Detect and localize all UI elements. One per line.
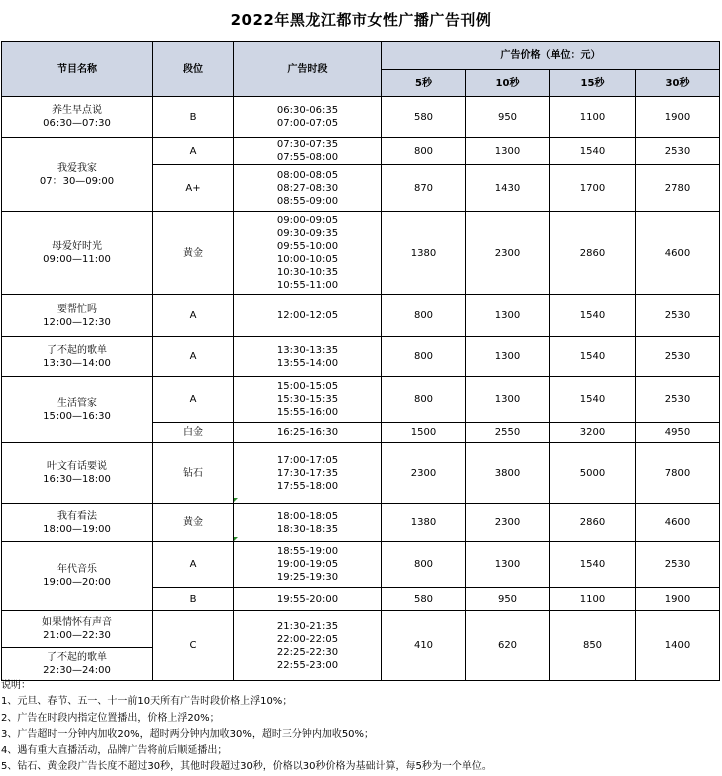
time-slot-cell: 07:30-07:35 07:55-08:00 <box>234 138 382 165</box>
header-duration-10s: 10秒 <box>466 70 550 97</box>
program-cell: 我爱我家 07：30—09:00 <box>2 138 153 212</box>
time-slot-cell: 15:00-15:05 15:30-15:35 15:55-16:00 <box>234 377 382 423</box>
price-cell: 2780 <box>636 165 720 212</box>
level-cell: 黄金 <box>153 504 234 542</box>
level-cell: B <box>153 588 234 611</box>
level-cell: 黄金 <box>153 212 234 295</box>
level-cell: A <box>153 377 234 423</box>
table-row <box>2 295 720 337</box>
level-cell: A <box>153 542 234 588</box>
price-cell: 7800 <box>636 443 720 504</box>
price-cell: 1300 <box>466 138 550 165</box>
cell-comment-marker <box>234 537 238 541</box>
header-duration-15s: 15秒 <box>550 70 636 97</box>
price-cell: 2860 <box>550 504 636 542</box>
page-title: 2022年黑龙江都市女性广播广告刊例 <box>230 11 492 29</box>
price-cell: 1900 <box>636 588 720 611</box>
price-cell: 4600 <box>636 212 720 295</box>
header-price-group: 广告价格（单位：元） <box>382 42 720 70</box>
time-slot-cell: 12:00-12:05 <box>234 295 382 337</box>
price-cell: 2550 <box>466 423 550 443</box>
price-cell: 1400 <box>636 611 720 681</box>
time-slot-cell: 19:55-20:00 <box>234 588 382 611</box>
level-cell: 白金 <box>153 423 234 443</box>
price-cell: 2530 <box>636 337 720 377</box>
price-cell: 3200 <box>550 423 636 443</box>
header-duration-30s: 30秒 <box>636 70 720 97</box>
price-cell: 1300 <box>466 377 550 423</box>
price-cell: 2530 <box>636 377 720 423</box>
price-cell: 1540 <box>550 377 636 423</box>
time-slot-cell: 18:00-18:05 18:30-18:35 <box>234 504 382 542</box>
program-cell: 我有看法 18:00—19:00 <box>2 504 153 542</box>
program-cell: 要帮忙吗 12:00—12:30 <box>2 295 153 337</box>
price-cell: 1100 <box>550 97 636 138</box>
program-cell: 叶文有话要说 16:30—18:00 <box>2 443 153 504</box>
time-slot-cell: 17:00-17:05 17:30-17:35 17:55-18:00 <box>234 443 382 504</box>
rate-card-table <box>1 41 720 681</box>
table-row <box>2 97 720 138</box>
header-level: 段位 <box>153 42 234 97</box>
table-row <box>2 138 720 165</box>
price-cell: 5000 <box>550 443 636 504</box>
price-cell: 3800 <box>466 443 550 504</box>
program-cell: 生活管家 15:00—16:30 <box>2 377 153 443</box>
price-cell: 4600 <box>636 504 720 542</box>
price-cell: 1540 <box>550 542 636 588</box>
price-cell: 1380 <box>382 504 466 542</box>
price-cell: 1700 <box>550 165 636 212</box>
time-slot-cell: 16:25-16:30 <box>234 423 382 443</box>
price-cell: 410 <box>382 611 466 681</box>
time-slot-cell: 18:55-19:00 19:00-19:05 19:25-19:30 <box>234 542 382 588</box>
price-cell: 2300 <box>466 212 550 295</box>
price-cell: 800 <box>382 295 466 337</box>
header-duration-5s: 5秒 <box>382 70 466 97</box>
level-cell: A <box>153 337 234 377</box>
note-item: 5、钻石、黄金段广告长度不超过30秒，其他时段超过30秒，价格以30秒价格为基础计算，每5秒为一个单位。 <box>1 761 492 773</box>
program-cell: 了不起的歌单 13:30—14:00 <box>2 337 153 377</box>
note-item: 2、广告在时段内指定位置播出，价格上浮20%； <box>1 712 220 724</box>
notes-heading: 说明： <box>1 680 31 691</box>
price-cell: 1500 <box>382 423 466 443</box>
price-cell: 1100 <box>550 588 636 611</box>
program-cell: 养生早点说 06:30—07:30 <box>2 97 153 138</box>
table-row <box>2 542 720 588</box>
program-cell: 母爱好时光 09:00—11:00 <box>2 212 153 295</box>
table-row <box>2 337 720 377</box>
price-cell: 1540 <box>550 337 636 377</box>
price-cell: 580 <box>382 97 466 138</box>
program-cell: 如果情怀有声音 21:00—22:30 <box>2 611 153 648</box>
price-cell: 4950 <box>636 423 720 443</box>
table-row <box>2 504 720 542</box>
price-cell: 950 <box>466 588 550 611</box>
time-slot-cell: 08:00-08:05 08:27-08:30 08:55-09:00 <box>234 165 382 212</box>
table-row <box>2 443 720 504</box>
notes-section <box>1 678 719 776</box>
time-slot-cell: 09:00-09:05 09:30-09:35 09:55-10:00 10:00-10:05 10:30-10:35 10:55-11:00 <box>234 212 382 295</box>
table-row <box>2 377 720 423</box>
note-item: 3、广告超时一分钟内加收20%，超时两分钟内加收30%，超时三分钟内加收50%； <box>1 728 375 740</box>
price-cell: 1540 <box>550 138 636 165</box>
cell-comment-marker <box>234 498 238 502</box>
level-cell: B <box>153 97 234 138</box>
price-cell: 1300 <box>466 542 550 588</box>
price-cell: 850 <box>550 611 636 681</box>
price-cell: 1900 <box>636 97 720 138</box>
price-cell: 1540 <box>550 295 636 337</box>
program-cell: 了不起的歌单 22:30—24:00 <box>2 648 153 681</box>
price-cell: 1300 <box>466 337 550 377</box>
level-cell: A+ <box>153 165 234 212</box>
price-cell: 950 <box>466 97 550 138</box>
level-cell: 钻石 <box>153 443 234 504</box>
price-cell: 2530 <box>636 295 720 337</box>
header-time-slot: 广告时段 <box>234 42 382 97</box>
price-cell: 2300 <box>466 504 550 542</box>
level-cell: A <box>153 138 234 165</box>
program-cell: 年代音乐 19:00—20:00 <box>2 542 153 611</box>
price-cell: 870 <box>382 165 466 212</box>
note-item: 4、遇有重大直播活动，品牌广告将前后顺延播出； <box>1 745 228 757</box>
price-cell: 2530 <box>636 138 720 165</box>
price-cell: 580 <box>382 588 466 611</box>
price-cell: 620 <box>466 611 550 681</box>
note-item: 1、元旦、春节、五一、十一前10天所有广告时段价格上浮10%； <box>1 696 293 708</box>
price-cell: 1430 <box>466 165 550 212</box>
time-slot-cell: 13:30-13:35 13:55-14:00 <box>234 337 382 377</box>
price-cell: 1380 <box>382 212 466 295</box>
table-row <box>2 611 720 648</box>
price-cell: 800 <box>382 542 466 588</box>
table-row <box>2 212 720 295</box>
price-cell: 2860 <box>550 212 636 295</box>
level-cell: A <box>153 295 234 337</box>
price-cell: 1300 <box>466 295 550 337</box>
price-cell: 800 <box>382 138 466 165</box>
price-cell: 2300 <box>382 443 466 504</box>
time-slot-cell: 21:30-21:35 22:00-22:05 22:25-22:30 22:55-23:00 <box>234 611 382 681</box>
header-program: 节目名称 <box>2 42 153 97</box>
price-cell: 2530 <box>636 542 720 588</box>
price-cell: 800 <box>382 337 466 377</box>
time-slot-cell: 06:30-06:35 07:00-07:05 <box>234 97 382 138</box>
price-cell: 800 <box>382 377 466 423</box>
level-cell: C <box>153 611 234 681</box>
